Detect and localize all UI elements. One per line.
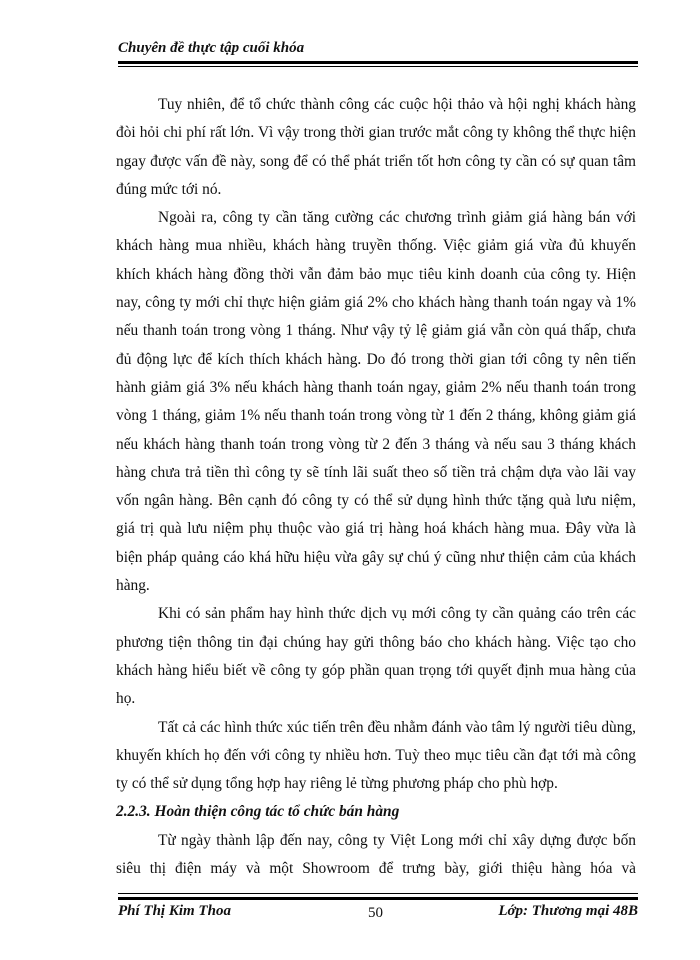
footer-class: Lớp: Thương mại 48B [498,903,638,919]
page-header-title: Chuyên đề thực tập cuối khóa [118,40,305,56]
footer-rule-thick [118,897,638,900]
paragraph: Tất cả các hình thức xúc tiến trên đều nhằm đánh vào tâm lý người tiêu dùng, khuyến khích họ đến với công ty nhiều hơn. Tuỳ theo mục tiêu cần đạt tới mà công ty có thể sử dụng tổng hợp hay riêng lẻ từng phương pháp cho phù hợp. [116,718,636,793]
footer-rule-thin [118,893,638,894]
section-heading: 2.2.3. Hoàn thiện công tác tổ chức bán hàng [116,803,400,821]
paragraph: Từ ngày thành lập đến nay, công ty Việt Long mới chỉ xây dựng được bốn siêu thị điện máy và một Showroom để trưng bày, giới thiệu hàng hóa và [116,831,636,878]
paragraph: Tuy nhiên, để tổ chức thành công các cuộc hội thảo và hội nghị khách hàng đòi hỏi chi phí rất lớn. Vì vậy trong thời gian trước mắt công ty không thể thực hiện ngay được vấn đề này, song để có thể phát triển tốt hơn công ty cần có sự quan tâm đúng mức tới nó. [116,96,636,198]
header-rule-thick [118,61,638,64]
paragraph: Ngoài ra, công ty cần tăng cường các chương trình giảm giá hàng bán với khách hàng mua nhiều, khách hàng truyền thống. Việc giảm giá vừa đủ khuyến khích khách hàng đồng thời vẫn đảm bảo mục tiêu kinh doanh của công ty. Hiện nay, công ty mới chỉ thực hiện giảm giá 2% cho khách hàng thanh toán ngay và 1% nếu thanh toán trong vòng 1 tháng. Như vậy tỷ lệ giảm giá vẫn còn quá thấp, chưa đủ động lực để kích thích khách hàng. Do đó trong thời gian tới công ty nên tiến hành giảm giá 3% nếu khách hàng thanh toán ngay, giảm 2% nếu thanh toán trong vòng 1 tháng, giảm 1% nếu thanh toán trong vòng từ 1 đến 2 tháng, không giảm giá nếu khách hàng thanh toán trong vòng từ 2 đến 3 tháng và nếu sau 3 tháng khách hàng chưa trả tiền thì công ty sẽ tính lãi suất theo số tiền trả chậm dựa vào lãi vay vốn ngân hàng. Bên cạnh đó công ty có thể sử dụng hình thức tặng quà lưu niệm, giá trị quà lưu niệm phụ thuộc vào giá trị hàng hoá khách hàng mua. Đây vừa là biện pháp quảng cáo khá hữu hiệu vừa gây sự chú ý cũng như thiện cảm của khách hàng. [116,209,636,595]
page-body [116,91,636,883]
paragraph: Khi có sản phẩm hay hình thức dịch vụ mới công ty cần quảng cáo trên các phương tiện thông tin đại chúng hay gửi thông báo cho khách hàng. Việc tạo cho khách hàng hiểu biết về công ty góp phần quan trọng tới quyết định mua hàng của họ. [116,605,636,708]
header-rule-thin [118,66,638,67]
page-number: 50 [368,905,383,921]
footer-author: Phí Thị Kim Thoa [118,903,231,919]
